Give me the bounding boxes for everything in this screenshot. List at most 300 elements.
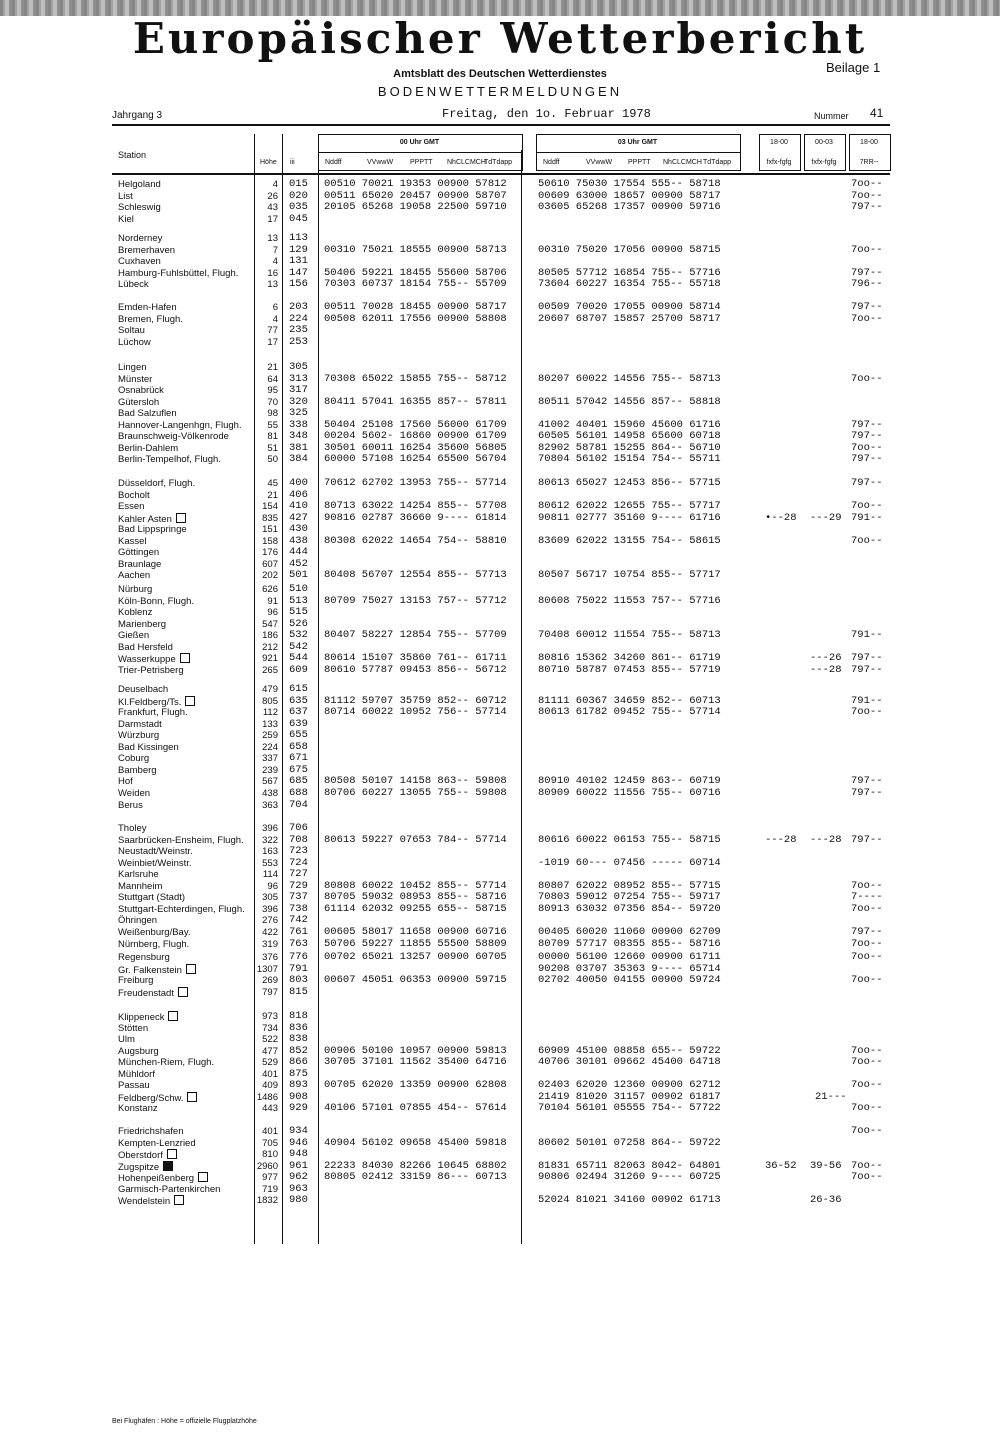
station-height: 51 — [267, 443, 278, 454]
station-label: Lübeck — [118, 279, 149, 290]
precip-18-00: 7oo-- — [851, 373, 883, 385]
station-label: Nürnberg, Flugh. — [118, 939, 190, 950]
station-number: 406 — [289, 489, 308, 501]
station-label: Ulm — [118, 1034, 135, 1045]
mountain-station-icon — [186, 964, 196, 974]
station-label: Kl.Feldberg/Ts. — [118, 697, 182, 708]
station-label: Mannheim — [118, 881, 163, 892]
station-label: Klippeneck — [118, 1012, 165, 1023]
gust-18-00: •--28 — [765, 512, 797, 524]
station-label: Bad Lippspringe — [118, 524, 187, 535]
station-name — [118, 765, 157, 776]
obs-03-utc: 00310 75020 17056 00900 58715 — [538, 244, 721, 256]
station-height: 479 — [262, 684, 278, 695]
station-label: Tholey — [118, 823, 147, 834]
station-label: Stuttgart-Echterdingen, Flugh. — [118, 904, 245, 915]
station-number: 253 — [289, 336, 308, 348]
station-number: 526 — [289, 618, 308, 630]
station-name — [118, 420, 242, 431]
station-number: 609 — [289, 664, 308, 676]
station-number: 338 — [289, 419, 308, 431]
precip-18-00: 7oo-- — [851, 880, 883, 892]
sub-00-1: Nddff — [325, 159, 342, 166]
obs-03-utc: 73604 60227 16354 755-- 55718 — [538, 278, 721, 290]
station-number: 348 — [289, 430, 308, 442]
obs-03-utc: 00405 60020 11060 00900 62709 — [538, 926, 721, 938]
obs-00-utc: 80613 59227 07653 784-- 57714 — [324, 834, 507, 846]
mountain-station-icon — [178, 987, 188, 997]
station-height: 438 — [262, 788, 278, 799]
col-hoehe: Höhe — [260, 159, 277, 166]
obs-00-utc: 70612 62702 13953 755-- 57714 — [324, 477, 507, 489]
obs-00-utc: 50404 25108 17560 56000 61709 — [324, 419, 507, 431]
mountain-station-icon — [180, 653, 190, 663]
station-name — [118, 202, 161, 213]
station-number: 852 — [289, 1045, 308, 1057]
sub-03-1: Nddff — [543, 159, 560, 166]
station-height: 553 — [262, 858, 278, 869]
station-label: Hannover-Langenhgn, Flugh. — [118, 420, 242, 431]
station-number: 742 — [289, 914, 308, 926]
nummer-label: Nummer — [814, 111, 849, 121]
station-label: Weinbiet/Weinstr. — [118, 858, 192, 869]
station-name — [118, 927, 191, 938]
obs-03-utc: 80910 40102 12459 863-- 60719 — [538, 775, 721, 787]
station-label: Kempten-Lenzried — [118, 1138, 196, 1149]
obs-03-utc: 20607 68707 15857 25700 58717 — [538, 313, 721, 325]
obs-00-utc: 80706 60227 13055 755-- 59808 — [324, 787, 507, 799]
obs-00-utc: 80411 57041 16355 857-- 57811 — [324, 396, 507, 408]
station-height: 158 — [262, 536, 278, 547]
obs-03-utc: 83609 62022 13155 754-- 58615 — [538, 535, 721, 547]
station-name — [118, 987, 188, 999]
obs-03-utc: 70104 56101 05555 754-- 57722 — [538, 1102, 721, 1114]
col-station: Station — [118, 150, 147, 160]
station-name — [118, 314, 183, 325]
station-height: 977 — [262, 1172, 278, 1183]
station-label: Darmstadt — [118, 719, 162, 730]
station-height: 81 — [267, 431, 278, 442]
obs-03-utc: 02702 40050 04155 00900 59724 — [538, 974, 721, 986]
station-number: 384 — [289, 453, 308, 465]
station-number: 729 — [289, 880, 308, 892]
station-height: 77 — [267, 325, 278, 336]
station-label: Bamberg — [118, 765, 157, 776]
obs-00-utc: 80610 57787 09453 856-- 56712 — [324, 664, 507, 676]
station-label: Bad Salzuflen — [118, 408, 177, 419]
obs-03-utc: 80511 57042 14556 857-- 58818 — [538, 396, 721, 408]
precip-18-00: 7oo-- — [851, 1056, 883, 1068]
obs-00-utc: 50406 59221 18455 55600 58706 — [324, 267, 507, 279]
station-label: Zugspitze — [118, 1162, 160, 1173]
station-name — [118, 584, 152, 595]
station-label: Gießen — [118, 630, 150, 641]
obs-03-utc: 82902 58781 15255 864-- 56710 — [538, 442, 721, 454]
station-height: 477 — [262, 1046, 278, 1057]
station-name — [118, 362, 147, 373]
issue-date: Freitag, den 1o. Februar 1978 — [442, 107, 651, 121]
obs-03-utc: 80807 62022 08952 855-- 57715 — [538, 880, 721, 892]
station-height: 734 — [262, 1023, 278, 1034]
station-name — [118, 325, 145, 336]
station-number: 381 — [289, 442, 308, 454]
station-height: 835 — [262, 513, 278, 524]
station-height: 6 — [272, 302, 278, 313]
obs-03-utc: 80612 62022 12655 755-- 57717 — [538, 500, 721, 512]
precip-18-00: 7oo-- — [851, 951, 883, 963]
mountain-station-icon — [167, 1149, 177, 1159]
station-height: 21 — [267, 490, 278, 501]
station-height: 396 — [262, 904, 278, 915]
station-label: Öhringen — [118, 915, 158, 926]
station-name — [118, 408, 177, 419]
station-name — [118, 684, 168, 695]
station-height: 13 — [267, 279, 278, 290]
obs-03-utc: 80913 63032 07356 854-- 59720 — [538, 903, 721, 915]
station-label: Koblenz — [118, 607, 153, 618]
station-height: 2960 — [256, 1161, 278, 1172]
station-height: 133 — [262, 719, 278, 730]
station-height: 396 — [262, 823, 278, 834]
obs-00-utc: 60000 57108 16254 65500 56704 — [324, 453, 507, 465]
obs-00-utc: 80308 62022 14654 754-- 58810 — [324, 535, 507, 547]
station-name — [118, 846, 193, 857]
obs-00-utc: 80705 59032 08953 855-- 58716 — [324, 891, 507, 903]
station-label: Freiburg — [118, 975, 154, 986]
obs-03-utc: 60505 56101 14958 65600 60718 — [538, 430, 721, 442]
station-number: 427 — [289, 512, 308, 524]
station-number: 738 — [289, 903, 308, 915]
sub-00-2: VVwwW — [367, 159, 394, 166]
gust-00-03: 26-36 — [810, 1194, 842, 1206]
station-label: Wendelstein — [118, 1196, 171, 1207]
station-number: 542 — [289, 641, 308, 653]
station-number: 131 — [289, 255, 308, 267]
station-label: Augsburg — [118, 1046, 159, 1057]
section-title: BODENWETTERMELDUNGEN — [377, 84, 623, 99]
station-name — [118, 975, 153, 986]
station-number: 410 — [289, 500, 308, 512]
divider — [521, 150, 522, 1244]
station-number: 948 — [289, 1148, 308, 1160]
obs-03-utc: 80616 60022 06153 755-- 58715 — [538, 834, 721, 846]
station-number: 708 — [289, 834, 308, 846]
station-name — [118, 233, 162, 244]
station-height: 163 — [262, 846, 278, 857]
station-name — [118, 268, 238, 279]
gust-18-00: 36-52 — [765, 1160, 797, 1172]
precip-18-00: 7oo-- — [851, 313, 883, 325]
station-label: München-Riem, Flugh. — [118, 1057, 215, 1068]
beilage-label: Beilage 1 — [826, 60, 881, 75]
obs-00-utc: 80709 75027 13153 757-- 57712 — [324, 595, 507, 607]
obs-00-utc: 40106 57101 07855 454-- 57614 — [324, 1102, 507, 1114]
station-name — [118, 1011, 178, 1023]
station-number: 791 — [289, 963, 308, 975]
station-number: 776 — [289, 951, 308, 963]
subtitle: Amtsblatt des Deutschen Wetterdienstes — [393, 68, 607, 80]
station-label: Münster — [118, 374, 153, 385]
station-name — [118, 630, 149, 641]
sub-00-5: TdTdapp — [484, 159, 513, 166]
obs-03-utc: 03605 65268 17357 00900 59716 — [538, 201, 721, 213]
station-label: Konstanz — [118, 1103, 158, 1114]
station-height: 443 — [262, 1103, 278, 1114]
station-name — [118, 869, 159, 880]
station-height: 16 — [267, 268, 278, 279]
station-label: Gütersloh — [118, 397, 160, 408]
footnote: Bei Flughäfen : Höhe = offizielle Flugplatzhöhe — [112, 1418, 257, 1425]
precip-18-00: 7oo-- — [851, 706, 883, 718]
precip-18-00: 797-- — [851, 926, 883, 938]
station-label: Bad Kissingen — [118, 742, 179, 753]
station-number: 639 — [289, 718, 308, 730]
station-label: Berus — [118, 800, 143, 811]
station-label: Osnabrück — [118, 385, 164, 396]
obs-00-utc: 80408 56707 12554 855-- 57713 — [324, 569, 507, 581]
precip-18-00: 797-- — [851, 453, 883, 465]
obs-03-utc: 00609 63000 18657 00900 58717 — [538, 190, 721, 202]
obs-00-utc: 80713 63022 14254 855-- 57708 — [324, 500, 507, 512]
station-name — [118, 707, 188, 718]
station-name — [118, 1184, 220, 1195]
station-number: 317 — [289, 384, 308, 396]
station-height: 70 — [267, 397, 278, 408]
precip-18-00: 7oo-- — [851, 535, 883, 547]
station-name — [118, 279, 149, 290]
station-height: 202 — [262, 570, 278, 581]
jahrgang: Jahrgang 3 — [112, 110, 163, 121]
station-height: 1486 — [256, 1092, 278, 1103]
obs-03-utc: 70804 56102 15154 754-- 55711 — [538, 453, 721, 465]
obs-00-utc: 80808 60022 10452 855-- 57714 — [324, 880, 507, 892]
station-label: Essen — [118, 501, 145, 512]
station-height: 98 — [267, 408, 278, 419]
station-height: 96 — [267, 607, 278, 618]
divider — [318, 134, 319, 1244]
obs-03-utc: 80613 65027 12453 856-- 57715 — [538, 477, 721, 489]
station-number: 532 — [289, 629, 308, 641]
station-name — [118, 454, 221, 465]
obs-03-utc: 40706 30101 09662 45400 64718 — [538, 1056, 721, 1068]
obs-00-utc: 70303 60737 18154 755-- 55709 — [324, 278, 507, 290]
station-name — [118, 385, 164, 396]
station-name — [118, 1046, 159, 1057]
station-number: 510 — [289, 583, 308, 595]
station-label: Aachen — [118, 570, 151, 581]
group-03: 03 Uhr GMT — [617, 139, 658, 146]
station-number: 723 — [289, 845, 308, 857]
station-number: 156 — [289, 278, 308, 290]
obs-03-utc: 80816 15362 34260 861-- 61719 — [538, 652, 721, 664]
station-label: Freudenstadt — [118, 988, 174, 999]
station-name — [118, 915, 157, 926]
station-height: 547 — [262, 619, 278, 630]
obs-03-utc: -1019 60--- 07456 ----- 60714 — [538, 857, 721, 869]
obs-00-utc: 20105 65268 19058 22500 59710 — [324, 201, 507, 213]
station-name — [118, 788, 150, 799]
station-label: Saarbrücken-Ensheim, Flugh. — [118, 835, 244, 846]
station-number: 961 — [289, 1160, 308, 1172]
gust-00-03: ---28 — [810, 834, 842, 846]
precip-18-00: 797-- — [851, 652, 883, 664]
station-label: Göttingen — [118, 547, 160, 558]
station-height: 154 — [262, 501, 278, 512]
obs-03-utc: 52024 81021 34160 00902 61713 — [538, 1194, 721, 1206]
obs-03-utc: 41002 40401 15960 45600 61716 — [538, 419, 721, 431]
station-name — [118, 892, 185, 903]
mountain-station-icon — [174, 1195, 184, 1205]
sub-00-3: PPPTT — [410, 159, 433, 166]
obs-03-utc: 00509 70020 17055 00900 58714 — [538, 301, 721, 313]
station-label: Mühldorf — [118, 1069, 155, 1080]
station-name — [118, 823, 147, 834]
station-height: 626 — [262, 584, 278, 595]
obs-00-utc: 00204 5602- 16860 00900 61709 — [324, 430, 507, 442]
station-label: Lüchow — [118, 337, 151, 348]
station-name — [118, 730, 159, 741]
station-name — [118, 1103, 158, 1114]
station-number: 147 — [289, 267, 308, 279]
precip-18-00: 797-- — [851, 834, 883, 846]
station-height: 151 — [262, 524, 278, 535]
station-number: 875 — [289, 1068, 308, 1080]
col-r3-sub: 7RR-- — [859, 159, 879, 166]
station-number: 675 — [289, 764, 308, 776]
sub-03-5: TdTdapp — [703, 159, 732, 166]
station-name — [118, 952, 170, 963]
obs-03-utc: 70408 60012 11554 755-- 58713 — [538, 629, 721, 641]
station-name — [118, 547, 159, 558]
station-number: 836 — [289, 1022, 308, 1034]
page-title: Europäischer Wetterbericht — [132, 14, 868, 63]
station-number: 685 — [289, 775, 308, 787]
station-name — [118, 753, 149, 764]
station-number: 658 — [289, 741, 308, 753]
precip-18-00: 7oo-- — [851, 1125, 883, 1137]
obs-03-utc: 90806 02494 31260 9---- 60725 — [538, 1171, 721, 1183]
station-number: 452 — [289, 558, 308, 570]
gust-00-03: 39-56 — [810, 1160, 842, 1172]
station-height: 305 — [262, 892, 278, 903]
station-number: 704 — [289, 799, 308, 811]
station-label: Bremerhaven — [118, 245, 176, 256]
precip-18-00: 7oo-- — [851, 1079, 883, 1091]
station-height: 26 — [267, 191, 278, 202]
station-height: 529 — [262, 1057, 278, 1068]
station-number: 963 — [289, 1183, 308, 1195]
col-r1: 18-00 — [770, 139, 788, 146]
station-number: 544 — [289, 652, 308, 664]
station-name — [118, 835, 244, 846]
station-name — [118, 179, 161, 190]
station-height: 810 — [262, 1149, 278, 1160]
precip-18-00: 7oo-- — [851, 500, 883, 512]
station-label: Helgoland — [118, 179, 161, 190]
station-height: 176 — [262, 547, 278, 558]
precip-18-00: 797-- — [851, 787, 883, 799]
obs-00-utc: 00510 70021 19353 00900 57812 — [324, 178, 507, 190]
station-height: 186 — [262, 630, 278, 641]
station-height: 4 — [272, 256, 278, 267]
obs-00-utc: 00702 65021 13257 00900 60705 — [324, 951, 507, 963]
station-name — [118, 1172, 208, 1184]
station-label: Kiel — [118, 214, 134, 225]
station-number: 129 — [289, 244, 308, 256]
station-number: 637 — [289, 706, 308, 718]
station-number: 761 — [289, 926, 308, 938]
station-name — [118, 642, 173, 653]
station-height: 401 — [262, 1126, 278, 1137]
gust-00-03: ---26 — [810, 652, 842, 664]
precip-18-00: 797-- — [851, 775, 883, 787]
precip-18-00: 791-- — [851, 629, 883, 641]
station-number: 320 — [289, 396, 308, 408]
obs-00-utc: 80614 15107 35860 761-- 61711 — [324, 652, 507, 664]
station-height: 224 — [262, 742, 278, 753]
obs-03-utc: 50610 75030 17554 555-- 58718 — [538, 178, 721, 190]
station-number: 615 — [289, 683, 308, 695]
station-label: Garmisch-Partenkirchen — [118, 1184, 221, 1195]
station-label: Schleswig — [118, 202, 161, 213]
station-number: 513 — [289, 595, 308, 607]
station-label: Braunschweig-Völkenrode — [118, 431, 229, 442]
station-label: List — [118, 191, 133, 202]
precip-18-00: 7oo-- — [851, 1102, 883, 1114]
station-name — [118, 665, 184, 676]
station-name — [118, 776, 133, 787]
station-label: Kassel — [118, 536, 147, 547]
obs-00-utc: 80805 02412 33159 86--- 60713 — [324, 1171, 507, 1183]
obs-03-utc: 80505 57712 16854 755-- 57716 — [538, 267, 721, 279]
station-height: 55 — [267, 420, 278, 431]
obs-03-utc: 81831 65711 82063 8042- 64801 — [538, 1160, 721, 1172]
obs-00-utc: 00605 58017 11658 00900 60716 — [324, 926, 507, 938]
precip-18-00: 791-- — [851, 512, 883, 524]
station-label: Kahler Asten — [118, 514, 172, 525]
station-number: 962 — [289, 1171, 308, 1183]
station-number: 688 — [289, 787, 308, 799]
station-label: Weiden — [118, 788, 151, 799]
station-label: Stuttgart (Stadt) — [118, 892, 186, 903]
station-label: Wasserkuppe — [118, 654, 176, 665]
obs-00-utc: 30705 37101 11562 35400 64716 — [324, 1056, 507, 1068]
station-number: 727 — [289, 868, 308, 880]
precip-18-00: 796-- — [851, 278, 883, 290]
station-name — [118, 904, 245, 915]
col-r2-sub: fxfx-fgfg — [811, 159, 837, 166]
obs-03-utc: 90208 03707 35363 9---- 65714 — [538, 963, 721, 975]
station-height: 1832 — [256, 1195, 278, 1206]
station-label: Deuselbach — [118, 684, 169, 695]
gust-00-03: ---28 — [810, 664, 842, 676]
station-name — [118, 191, 133, 202]
obs-03-utc: 00000 56100 12660 00900 61711 — [538, 951, 721, 963]
station-number: 430 — [289, 523, 308, 535]
obs-03-utc: 90811 02777 35160 9---- 61716 — [538, 512, 721, 524]
station-height: 13 — [267, 233, 278, 244]
station-label: Frankfurt, Flugh. — [118, 707, 188, 718]
station-height: 567 — [262, 776, 278, 787]
station-label: Passau — [118, 1080, 150, 1091]
station-height: 21 — [267, 362, 278, 373]
station-height: 269 — [262, 975, 278, 986]
precip-18-00: 7oo-- — [851, 974, 883, 986]
station-number: 045 — [289, 213, 308, 225]
precip-18-00: 797-- — [851, 201, 883, 213]
station-name — [118, 596, 194, 607]
station-height: 409 — [262, 1080, 278, 1091]
